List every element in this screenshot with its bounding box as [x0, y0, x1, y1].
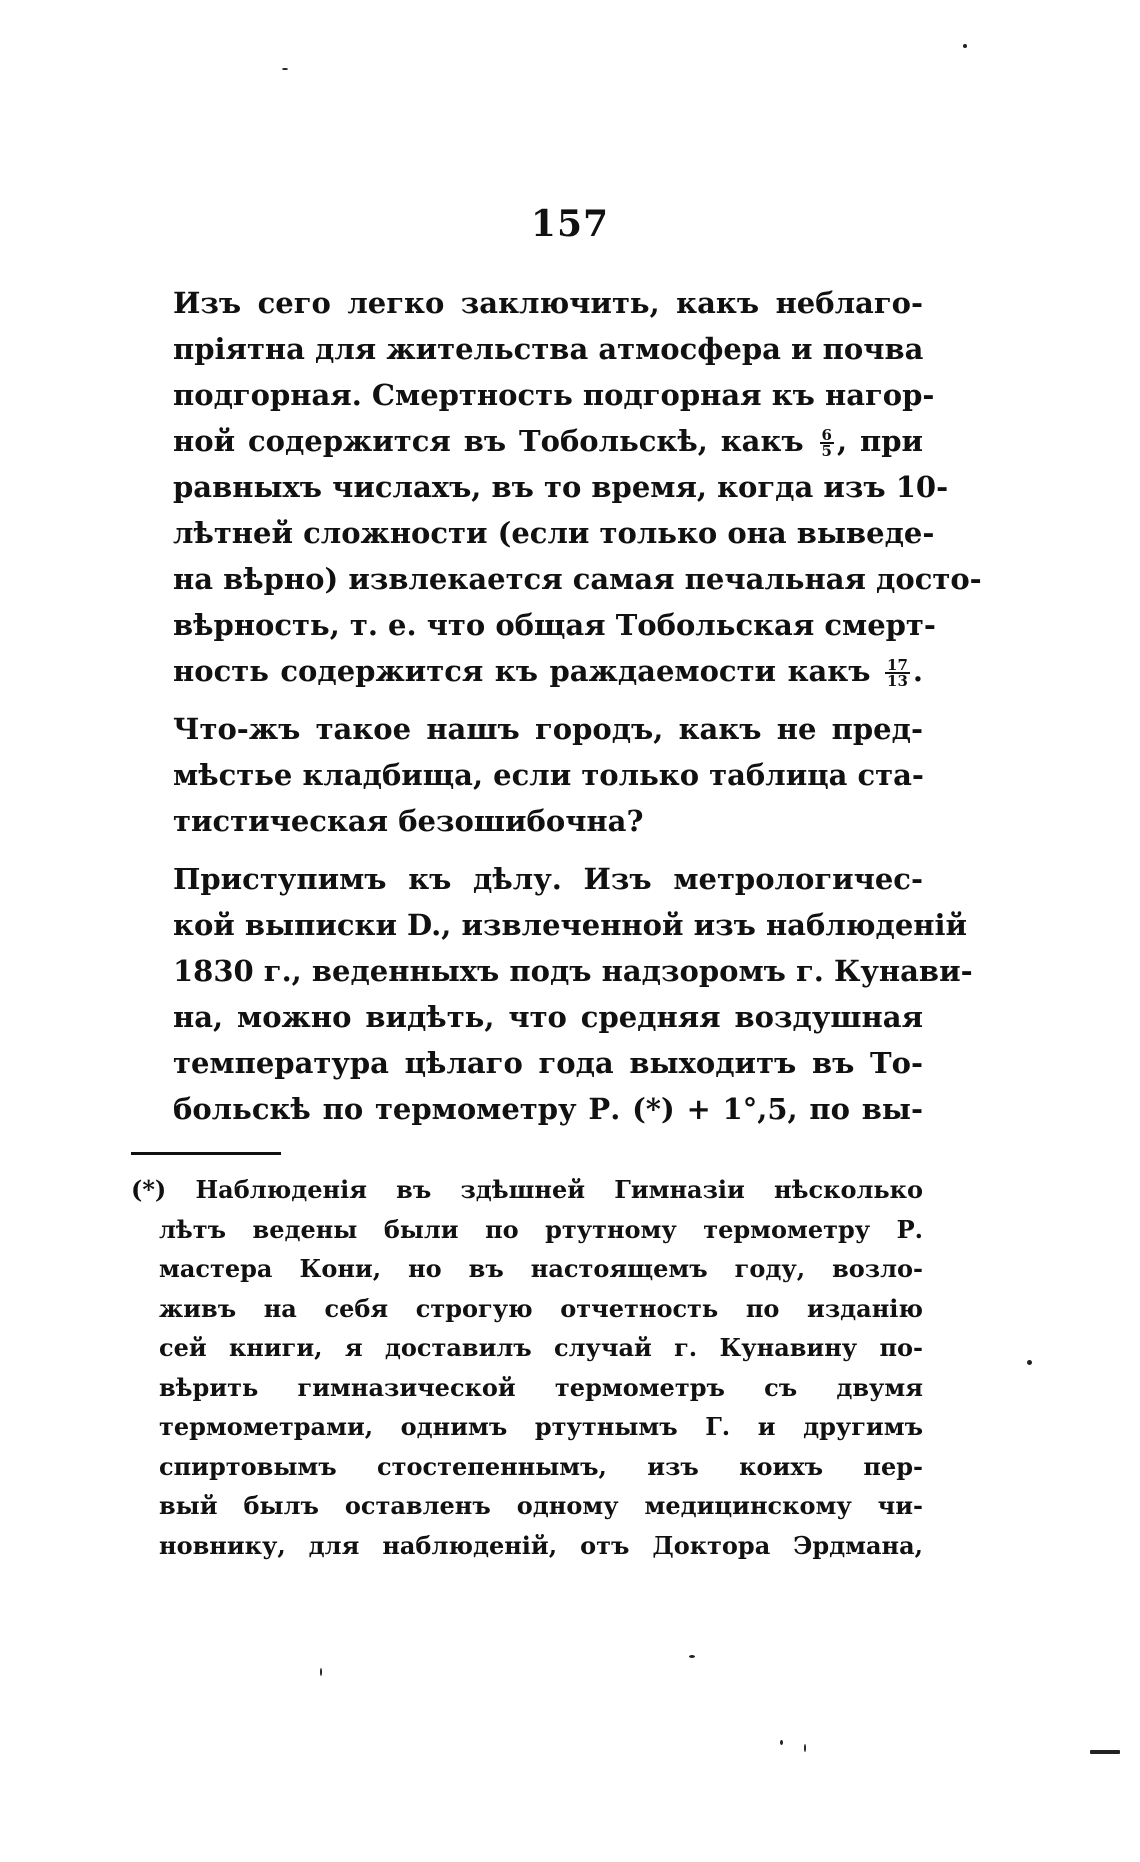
text-line: на, можно видѣть, что средняя воздушная: [173, 1000, 923, 1034]
text-line: подгорная. Смертность подгорная къ нагор-: [173, 378, 935, 412]
footnote-separator: [131, 1152, 281, 1155]
footnote: [131, 1170, 923, 1565]
text-line: кой выписки D., извлеченной изъ наблюденій: [173, 908, 968, 942]
scan-speck: [963, 44, 967, 48]
footnote-line: мастера Кони, но въ настоящемъ году, возло-: [159, 1254, 923, 1283]
footnote-line: новнику, для наблюденій, отъ Доктора Эрдмана,: [159, 1530, 923, 1560]
scan-speck: [689, 1655, 695, 1658]
fraction-numerator: 6: [821, 426, 832, 444]
footnote-line: вѣрить гимназической термометръ съ двумя: [159, 1372, 923, 1402]
text-line: Приступимъ къ дѣлу. Изъ метрологичес-: [173, 862, 923, 896]
fraction: [820, 428, 834, 458]
text-line: лѣтней сложности (если только она выведе-: [173, 516, 935, 550]
page-number: 157: [530, 203, 610, 245]
text-line: тистическая безошибочна?: [173, 804, 644, 838]
text-line: 1830 г., веденныхъ подъ надзоромъ г. Кунави-: [173, 954, 973, 988]
footnote-line: вый былъ оставленъ одному медицинскому чи-: [159, 1491, 923, 1520]
scan-speck: [320, 1668, 322, 1676]
scan-speck: [282, 68, 288, 70]
footnote-line: сей книги, я доставилъ случай г. Кунавину по-: [159, 1333, 923, 1362]
paragraph-gap: [173, 844, 923, 856]
text-line-with-fraction: [173, 648, 923, 694]
text-line-part: , при: [836, 424, 923, 458]
footnote-line: живъ на себя строгую отчетность по изданію: [159, 1293, 923, 1323]
text-line: равныхъ числахъ, въ то время, когда изъ 10-: [173, 470, 949, 504]
text-line: Что-жъ такое нашъ городъ, какъ не пред-: [173, 712, 923, 746]
text-line-part: .: [912, 654, 923, 688]
text-line: на вѣрно) извлекается самая печальная досто-: [173, 562, 982, 596]
scan-speck: [780, 1740, 783, 1745]
footnote-line: спиртовымъ стостепеннымъ, изъ коихъ пер-: [159, 1451, 923, 1481]
footnote-line: термометрами, однимъ ртутнымъ Г. и другимъ: [159, 1412, 923, 1441]
text-line: Изъ сего легко заключить, какъ неблаго-: [173, 286, 923, 320]
text-line-part: ной содержится въ Тобольскѣ, какъ: [173, 424, 804, 458]
text-line-part: ность содержится къ раждаемости какъ: [173, 654, 871, 688]
paragraph-gap: [173, 694, 923, 706]
text-line: мѣстье кладбища, если только таблица ста-: [173, 758, 924, 792]
footnote-line: (*) Наблюденія въ здѣшней Гимназіи нѣсколько: [131, 1175, 923, 1204]
scan-speck: [1027, 1360, 1032, 1365]
footnote-line: лѣтъ ведены были по ртутному термометру Р.: [159, 1214, 923, 1244]
fraction: [885, 658, 910, 688]
text-line: больскѣ по термометру Р. (*) + 1°,5, по вы-: [173, 1092, 923, 1126]
scan-speck: [1090, 1750, 1120, 1754]
text-line: температура цѣлаго года выходитъ въ То-: [173, 1046, 923, 1080]
fraction-numerator: 17: [887, 656, 908, 674]
scan-speck: [804, 1744, 806, 1752]
text-line: пріятна для жительства атмосфера и почва: [173, 332, 924, 366]
text-line-with-fraction: [173, 418, 923, 464]
text-line: вѣрность, т. е. что общая Тобольская смерт-: [173, 608, 936, 642]
fraction-denominator: 13: [887, 672, 908, 690]
fraction-denominator: 5: [821, 442, 832, 460]
main-text: [173, 280, 982, 1132]
